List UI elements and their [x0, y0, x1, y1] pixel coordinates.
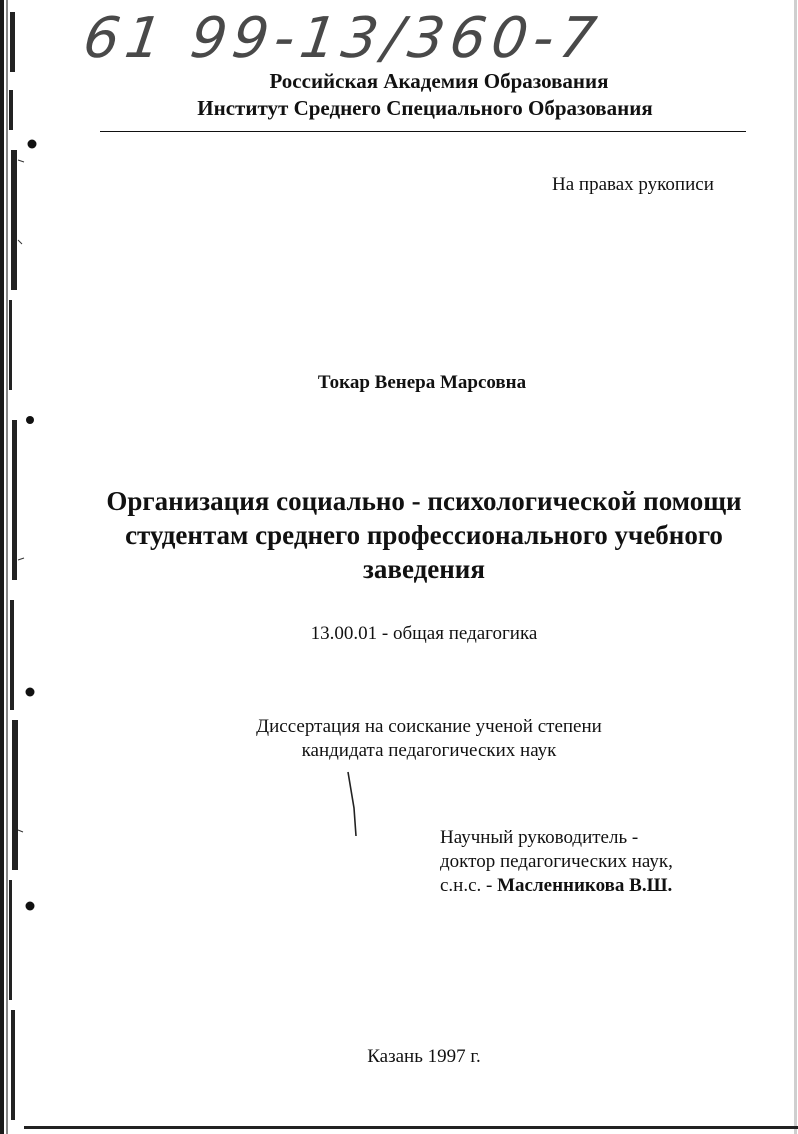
- dissertation-title: Организация социально - психологической помощи студентам среднего профессионального учебного заведения: [106, 486, 742, 584]
- scan-right-edge: [794, 0, 797, 1134]
- author-name: Токар Венера Марсовна: [317, 372, 527, 393]
- degree-statement-line-1: Диссертация на соискание ученой степени: [256, 716, 602, 737]
- pen-stroke-mark: [340, 770, 370, 840]
- supervisor-title-prefix: с.н.с. -: [440, 875, 498, 896]
- scientific-supervisor: [440, 826, 673, 898]
- academy-name: Российская Академия Образования: [269, 69, 609, 93]
- supervisor-name: Масленникова В.Ш.: [497, 875, 673, 896]
- place-and-year: Казань 1997 г.: [367, 1046, 481, 1067]
- supervisor-name-line: [440, 874, 673, 898]
- handwritten-archive-number: [79, 6, 606, 76]
- archive-number-text: 61 99-13/360-7: [79, 6, 606, 71]
- degree-statement-line-2: кандидата педагогических наук: [301, 740, 557, 761]
- scan-bottom-edge: [24, 1126, 798, 1129]
- specialty-code: 13.00.01 - общая педагогика: [310, 623, 538, 644]
- supervisor-degree: доктор педагогических наук,: [440, 851, 673, 872]
- rights-notice: На правах рукописи: [552, 174, 714, 195]
- institute-name: Институт Среднего Специального Образования: [197, 96, 653, 120]
- degree-statement: [0, 715, 798, 763]
- institution-header: [0, 68, 798, 122]
- header-divider: [100, 131, 746, 132]
- supervisor-role: Научный руководитель -: [440, 827, 639, 848]
